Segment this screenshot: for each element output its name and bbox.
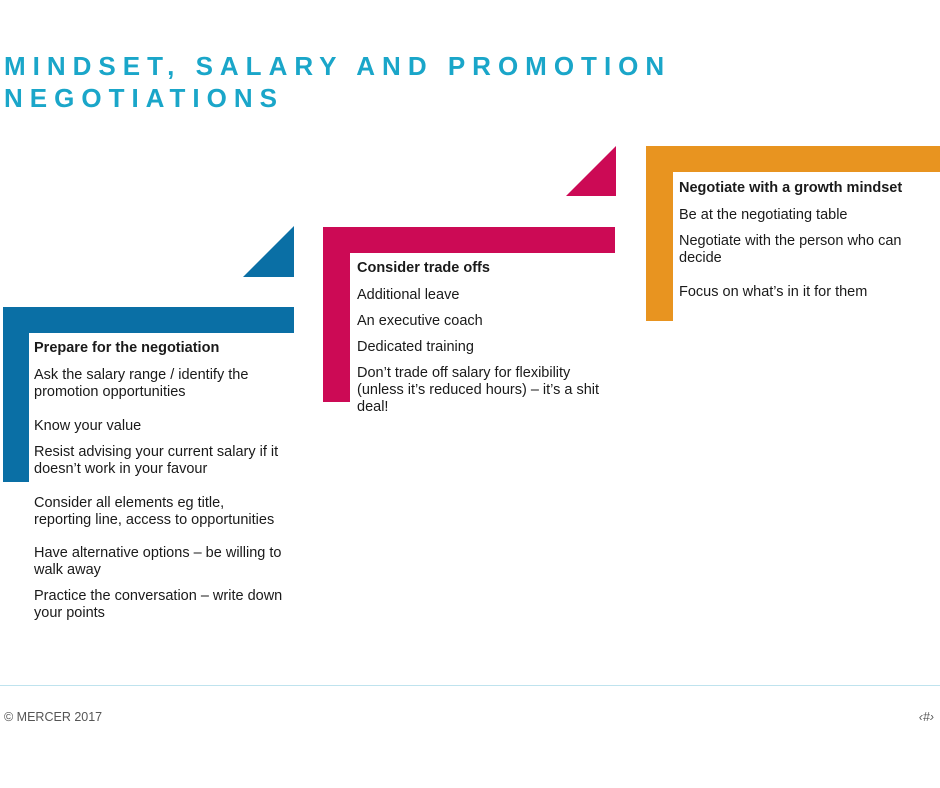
step-2-item: An executive coach	[357, 313, 483, 329]
step-1-item: Know your value	[34, 418, 142, 434]
step-2-heading: Consider trade offs	[357, 260, 490, 276]
step-1-bar-vertical	[3, 307, 29, 482]
step-1-item: Practice the conversation – write down your points	[34, 588, 283, 621]
step-1-content	[34, 340, 284, 622]
step-1-item: Ask the salary range / identify the promotion opportunities	[34, 367, 249, 400]
step-2-triangle	[566, 146, 616, 196]
step-3-bar-horizontal	[646, 146, 940, 172]
step-2-bar-vertical	[323, 227, 350, 402]
page-title-line-1: MINDSET, SALARY AND PROMOTION	[4, 51, 672, 81]
step-3-item: Negotiate with the person who can decide	[679, 233, 902, 266]
step-1-triangle	[243, 226, 294, 277]
step-2-item: Additional leave	[357, 287, 460, 303]
page-title	[4, 50, 924, 114]
footer-page-number: ‹#›	[918, 710, 934, 724]
step-2-item: Don’t trade off salary for flexibility (unless it’s reduced hours) – it’s a shit deal!	[357, 365, 600, 415]
step-3-heading: Negotiate with a growth mindset	[679, 180, 903, 196]
step-3-bar-vertical	[646, 146, 673, 321]
step-2-content	[357, 260, 612, 416]
step-2-item: Dedicated training	[357, 339, 474, 355]
step-1-item: Consider all elements eg title, reporting line, access to opportunities	[34, 495, 275, 528]
footer-divider	[0, 685, 940, 686]
step-3-item: Focus on what’s in it for them	[679, 284, 868, 300]
step-2-bar-horizontal	[323, 227, 615, 253]
step-1-bar-horizontal	[3, 307, 294, 333]
page-title-line-2: NEGOTIATIONS	[4, 83, 284, 113]
step-1-heading: Prepare for the negotiation	[34, 340, 220, 356]
step-1-item: Have alternative options – be willing to walk away	[34, 545, 282, 578]
step-3-item: Be at the negotiating table	[679, 207, 848, 223]
step-3-content	[679, 180, 939, 301]
footer-copyright: © MERCER 2017	[4, 710, 103, 724]
step-1-item: Resist advising your current salary if it doesn’t work in your favour	[34, 444, 279, 477]
